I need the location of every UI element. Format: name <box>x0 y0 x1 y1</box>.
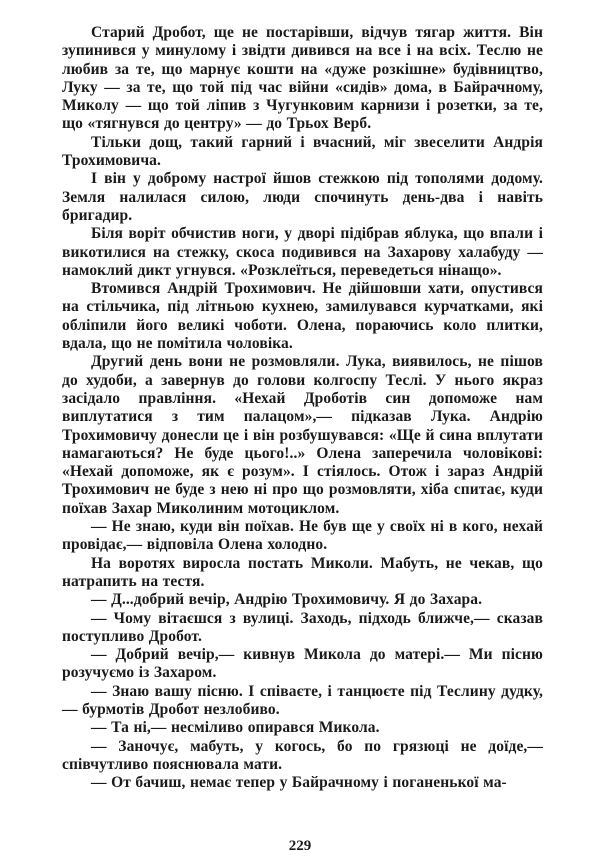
paragraph-dialogue: — Не знаю, куди він поїхав. Не був ще у своїх ні в кого, нехай провідає,— відповіла Олена холодно. <box>62 518 543 554</box>
paragraph: Другий день вони не розмовляли. Лука, виявилось, не пішов до худоби, а завернув до голови колгоспу Теслі. У нього якраз засідало правління. «Нехай Дроботів син допоможе нам виплутатися з тим палацом»,— підказав Лука. Андрію Трохимовичу донесли це і він розбушувався: «Ще й сина вплутати намагаються? Не буде цього!..» Олена заперечила чоловікові: «Нехай допоможе, як є розум». І стіялось. Отож і зараз Андрій Трохимович не буде з нею ні про що розмовляти, хіба спитає, куди поїхав Захар Миколиним мотоциклом. <box>62 353 543 517</box>
paragraph: Старий Дробот, ще не постарівши, відчув тягар життя. Він зупинився у минулому і звідти дивився на все і на всіх. Теслю не любив за те, що марнує кошти на «дуже розкішне» будівництво, Луку — за те, що той під час війни «сидів» дома, в Байрачному, Миколу — що той ліпив з Чугунковим карнизи і розетки, за те, що «тягнувся до центру» — до Трьох Верб. <box>62 24 543 133</box>
paragraph: Втомився Андрій Трохимович. Не дійшовши хати, опустився на стільчика, під літньою кухнею, замилувався курчатками, які обліпили його великі чоботи. Олена, пораючись коло плитки, вдала, що не помітила чоловіка. <box>62 280 543 353</box>
paragraph-dialogue: — Знаю вашу пісню. І співаєте, і танцюєте під Теслину дудку,— бурмотів Дробот незлобиво. <box>62 682 543 718</box>
paragraph-dialogue: — От бачиш, немає тепер у Байрачному і поганенької ма- <box>91 774 507 792</box>
paragraph: І він у доброму настрої йшов стежкою під тополями додому. Земля налилася силою, люди спочинуть день-два і навіть бригадир. <box>62 170 543 224</box>
paragraph: На воротях виросла постать Миколи. Мабуть, не чекав, що натрапить на тестя. <box>62 554 543 590</box>
paragraph-dialogue: — Та ні,— несміливо опирався Микола. <box>91 719 380 737</box>
paragraph: Біля воріт обчистив ноги, у дворі підібрав яблука, що впали і викотилися на стежку, скоса подивився на Захарову халабуду — намоклий дикт угнувся. «Розклеїться, переведеться нінащо». <box>62 225 543 279</box>
page-number: 229 <box>288 838 312 854</box>
paragraph-dialogue: — Д...добрий вечір, Андрію Трохимовичу. Я до Захара. <box>91 591 483 609</box>
paragraph: Тільки дощ, такий гарний і вчасний, міг звеселити Андрія Трохимовича. <box>62 133 543 170</box>
text-block <box>62 24 543 792</box>
paragraph-dialogue: — Заночує, мабуть, у когось, бо по грязюці не доїде,— співчутливо пояснювала мати. <box>62 737 543 773</box>
paragraph-dialogue: — Добрий вечір,— кивнув Микола до матері.— Ми пісню розучуємо із Захаром. <box>62 646 543 682</box>
paragraph-dialogue: — Чому вітаєшся з вулиці. Заходь, підходь ближче,— сказав поступливо Дробот. <box>62 609 543 645</box>
